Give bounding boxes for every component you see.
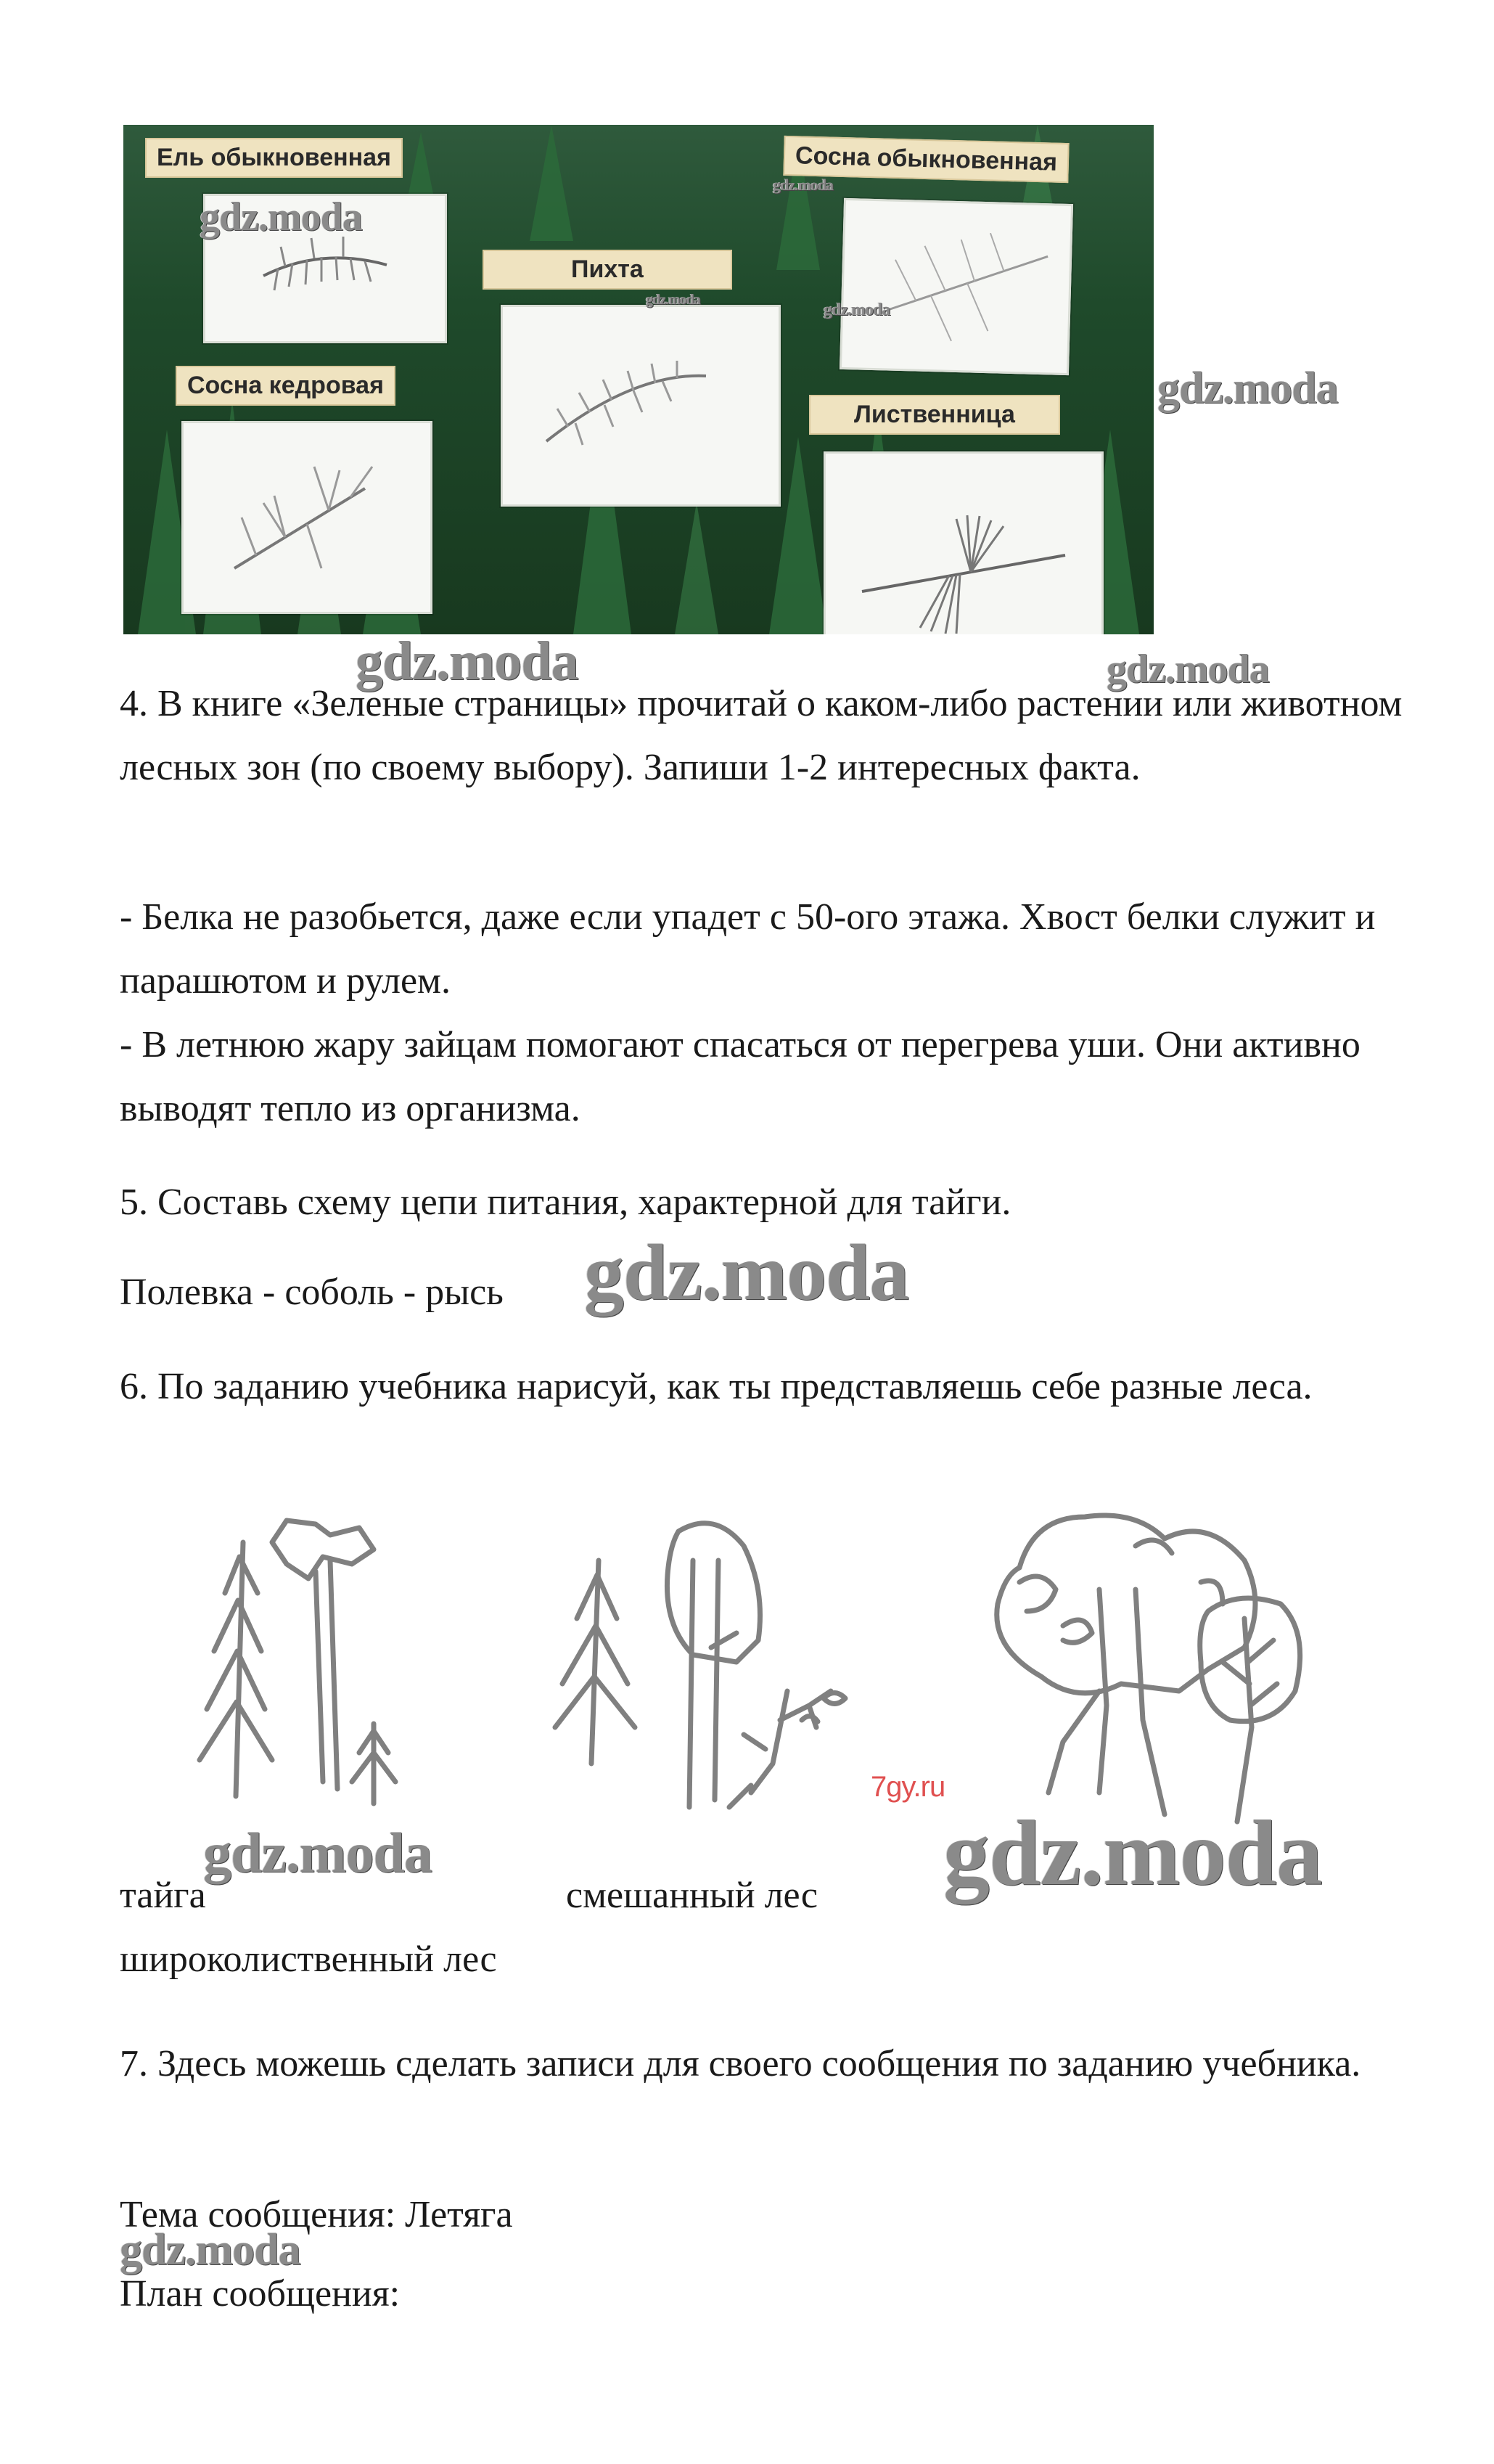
conifer-needles-photo: [123, 125, 1154, 634]
watermark: gdz.moda: [1107, 647, 1269, 692]
message-topic: Тема сообщения: Летяга: [120, 2194, 513, 2235]
watermark: gdz.moda: [203, 1821, 432, 1884]
mixed-forest-drawing: [548, 1517, 896, 1836]
label-cedar-pine: Сосна кедровая: [176, 366, 395, 406]
watermark: gdz.moda: [1157, 364, 1338, 413]
watermark: gdz.moda: [943, 1801, 1322, 1904]
caption-taiga: тайга: [120, 1875, 206, 1916]
caption-mixed-forest: смешанный лес: [566, 1875, 818, 1916]
taiga-drawing: [185, 1513, 417, 1818]
caption-broadleaf-forest: широколиственный лес: [120, 1939, 497, 1980]
watermark: gdz.moda: [824, 300, 890, 319]
card-scots-pine: [840, 198, 1073, 375]
task-4-fact-2: - В летнюю жару зайцам помогают спасаться от перегрева уши. Они активно выводят тепло из организма.: [120, 1024, 1360, 1129]
card-cedar-pine: [181, 421, 432, 614]
watermark: gdz.moda: [120, 2225, 300, 2275]
task-4-question: 4. В книге «Зеленые страницы» прочитай о каком-либо растении или животном лесных зон (по своему выбору). Запиши 1-2 интересных факта.: [120, 683, 1403, 788]
watermark: gdz.moda: [356, 631, 578, 692]
label-fir: Пихта: [483, 250, 732, 290]
label-spruce: Ель обыкновенная: [145, 138, 403, 178]
task-6-question: 6. По заданию учебника нарисуй, как ты представляешь себе разные леса.: [120, 1366, 1313, 1407]
watermark: gdz.moda: [200, 195, 362, 240]
watermark: gdz.moda: [646, 292, 700, 308]
message-plan: План сообщения:: [120, 2273, 401, 2314]
broadleaf-forest-drawing: [976, 1502, 1324, 1843]
watermark: gdz.moda: [773, 176, 834, 194]
card-larch: [824, 451, 1104, 634]
task-5-answer: Полевка - соболь - рысь: [120, 1272, 504, 1313]
task-4-fact-1: - Белка не разобьется, даже если упадет с 50-ого этажа. Хвост белки служит и парашютом и рулем.: [120, 896, 1376, 1002]
label-scots-pine: Сосна обыкновенная: [783, 136, 1069, 183]
label-larch: Лиственница: [809, 395, 1060, 435]
task-7-question: 7. Здесь можешь сделать записи для своего сообщения по заданию учебника.: [120, 2043, 1361, 2084]
card-fir: [501, 305, 781, 507]
watermark: gdz.moda: [584, 1228, 909, 1317]
watermark-7gy: 7gy.ru: [871, 1771, 945, 1803]
task-5-question: 5. Составь схему цепи питания, характерной для тайги.: [120, 1182, 1011, 1223]
